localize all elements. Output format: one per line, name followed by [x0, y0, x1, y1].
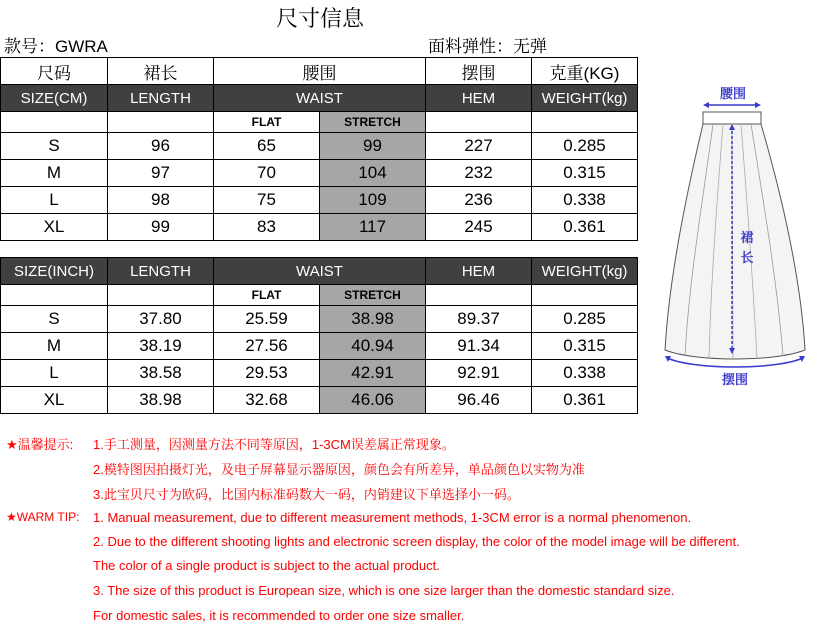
header-cell: HEM [426, 258, 532, 285]
table-cell: 0.338 [532, 187, 638, 214]
table-cell: 232 [426, 160, 532, 187]
table-row [1, 160, 638, 187]
table-cell: 236 [426, 187, 532, 214]
header-cell: 尺码 [1, 58, 108, 85]
table-cell: 89.37 [426, 306, 532, 333]
tips-cn-line-1: 1.手工测量，因测量方法不同等原因，1-3CM误差属正常现象。 [93, 437, 455, 452]
tips-en-line-1: 1. Manual measurement, due to different measurement methods, 1-3CM error is a normal phenomenon. [93, 510, 692, 525]
table-cell: M [1, 160, 108, 187]
tips-cn-label: ★温馨提示: [6, 437, 74, 452]
header-cell: HEM [426, 85, 532, 112]
table-cell: 29.53 [214, 360, 320, 387]
table-cell: 0.361 [532, 387, 638, 414]
table-cell: 38.58 [108, 360, 214, 387]
table-row [1, 214, 638, 241]
header-cell: 腰围 [214, 58, 426, 85]
size-table-inch [0, 257, 638, 414]
table-cell: 92.91 [426, 360, 532, 387]
table-cell: 245 [426, 214, 532, 241]
table-cell: 0.315 [532, 160, 638, 187]
table-cell: 0.315 [532, 333, 638, 360]
table-cell: 96.46 [426, 387, 532, 414]
table-cell: 40.94 [320, 333, 426, 360]
header-cell: WAIST [214, 85, 426, 112]
header-cell: WAIST [214, 258, 426, 285]
header-cell: SIZE(INCH) [1, 258, 108, 285]
diagram-label-waist: 腰围 [719, 87, 747, 102]
subheader-cell: STRETCH [320, 112, 426, 133]
table-cell: 96 [108, 133, 214, 160]
table-cell: 38.98 [108, 387, 214, 414]
english-header-row [1, 85, 638, 112]
header-cell: WEIGHT(kg) [532, 258, 638, 285]
table-cell: M [1, 333, 108, 360]
style-number: 款号：GWRA [4, 37, 108, 56]
header-cell: 裙长 [108, 58, 214, 85]
header-cell: LENGTH [108, 85, 214, 112]
header-cell: SIZE(CM) [1, 85, 108, 112]
english-header-row [1, 258, 638, 285]
subheader-cell: FLAT [214, 112, 320, 133]
tips-en-line-5: For domestic sales, it is recommended to order one size smaller. [93, 608, 465, 623]
table-cell: 99 [320, 133, 426, 160]
table-cell: 91.34 [426, 333, 532, 360]
table-cell: 0.361 [532, 214, 638, 241]
table-cell: 227 [426, 133, 532, 160]
chinese-header-row [1, 58, 638, 85]
table-row [1, 187, 638, 214]
table-cell: 42.91 [320, 360, 426, 387]
tips-en-line-2: 2. Due to the different shooting lights and electronic screen display, the color of the model image will be different. [93, 534, 740, 549]
tips-cn-line-2: 2.模特图因拍摄灯光，及电子屏幕显示器原因，颜色会有所差异，单品颜色以实物为准 [93, 462, 585, 477]
header-cell: WEIGHT(kg) [532, 85, 638, 112]
table-cell: 0.338 [532, 360, 638, 387]
table-cell: L [1, 187, 108, 214]
table-cell: 46.06 [320, 387, 426, 414]
fabric-elasticity: 面料弹性：无弹 [428, 37, 547, 56]
table-cell: 109 [320, 187, 426, 214]
table-cell: 38.19 [108, 333, 214, 360]
table-cell: 65 [214, 133, 320, 160]
table-cell: 75 [214, 187, 320, 214]
table-cell: 0.285 [532, 306, 638, 333]
subheader-cell: FLAT [214, 285, 320, 306]
header-cell: 摆围 [426, 58, 532, 85]
table-row [1, 306, 638, 333]
table-cell: XL [1, 387, 108, 414]
table-cell: L [1, 360, 108, 387]
table-cell: 37.80 [108, 306, 214, 333]
table-row [1, 333, 638, 360]
header-cell: 克重(KG) [532, 58, 638, 85]
table-cell: 38.98 [320, 306, 426, 333]
table-cell: 104 [320, 160, 426, 187]
tips-en-label: ★WARM TIP: [6, 510, 80, 524]
table-cell: XL [1, 214, 108, 241]
table-row [1, 360, 638, 387]
table-cell: 98 [108, 187, 214, 214]
table-cell: 32.68 [214, 387, 320, 414]
diagram-label-length-top: 裙 [740, 231, 754, 246]
table-cell: 83 [214, 214, 320, 241]
table-cell: 99 [108, 214, 214, 241]
table-cell: 117 [320, 214, 426, 241]
tips-en-line-3: The color of a single product is subject to the actual product. [93, 558, 440, 573]
table-cell: 25.59 [214, 306, 320, 333]
table-row [1, 387, 638, 414]
header-cell: LENGTH [108, 258, 214, 285]
table-cell: S [1, 133, 108, 160]
table-cell: 70 [214, 160, 320, 187]
skirt-illustration-icon [665, 112, 805, 360]
table-cell: 0.285 [532, 133, 638, 160]
diagram-label-length-bottom: 长 [740, 251, 754, 266]
tips-cn-line-3: 3.此宝贝尺寸为欧码，比国内标准码数大一码，内销建议下单选择小一码。 [93, 487, 520, 502]
subheader-row [1, 285, 638, 306]
tips-en-line-4: 3. The size of this product is European size, which is one size larger than the domestic standard size. [93, 583, 675, 598]
table-cell: 27.56 [214, 333, 320, 360]
table-row [1, 133, 638, 160]
skirt-diagram [655, 80, 815, 390]
subheader-row [1, 112, 638, 133]
page-title: 尺寸信息 [275, 6, 364, 31]
table-cell: S [1, 306, 108, 333]
subheader-cell: STRETCH [320, 285, 426, 306]
size-table-cm [0, 57, 638, 241]
diagram-label-hem: 摆围 [721, 373, 749, 388]
table-cell: 97 [108, 160, 214, 187]
